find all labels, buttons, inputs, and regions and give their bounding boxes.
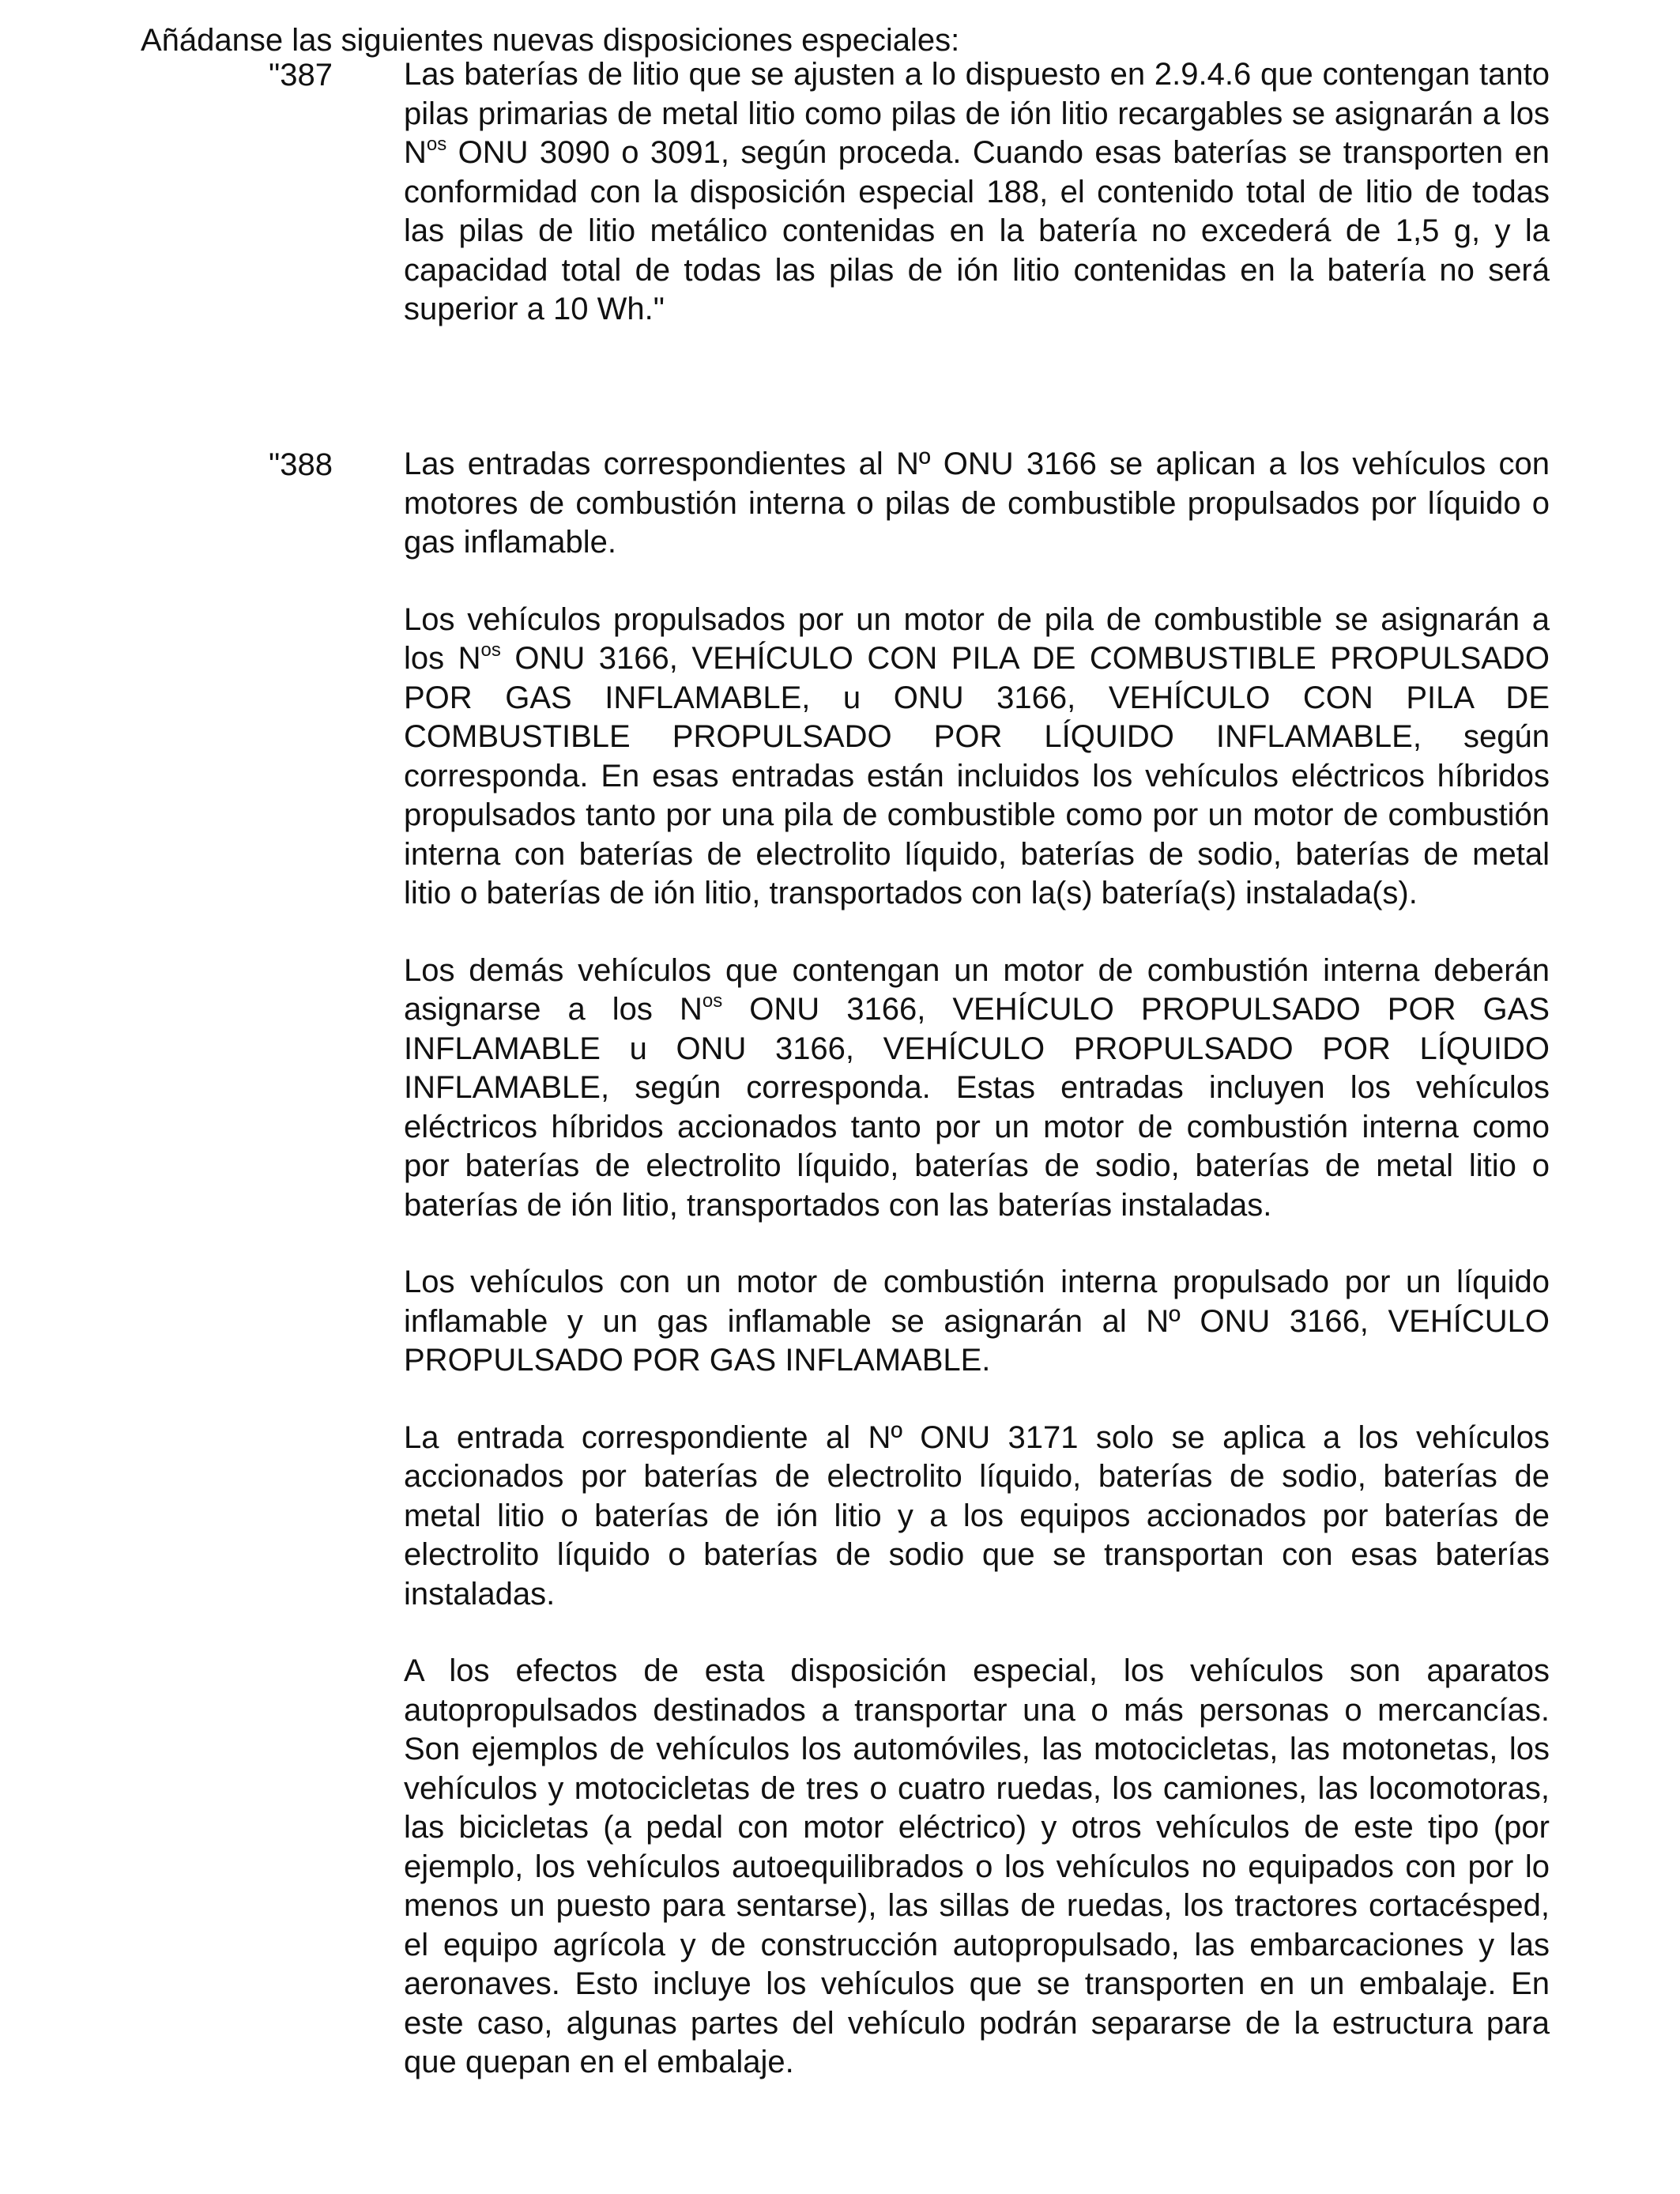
paragraph: A los efectos de esta disposición especial, los vehículos son aparatos autopropulsados destinados a transportar una o más personas o mercancías. Son ejemplos de vehículos los automóviles, las motocicletas, las motonetas, los vehículos y motocicletas de tres o cuatro ruedas, los camiones, las locomotoras, las bicicletas (a pedal con motor eléctrico) y otros vehículos de este tipo (por ejemplo, los vehículos autoequilibrados o los vehículos no equipados con por lo menos un puesto para sentarse), las sillas de ruedas, los tractores cortacésped, el equipo agrícola y de construcción autopropulsado, las embarcaciones y las aeronaves. Esto incluye los vehículos que se transporten en un embalaje. En este caso, algunas partes del vehículo podrán separarse de la estructura para que quepan en el embalaje. <box>404 1653 1550 2079</box>
provision-number: "388 <box>269 447 333 482</box>
paragraph: Los vehículos propulsados por un motor de pila de combustible se asignarán a los $N^{os}$ ONU 3166, VEHÍCULO CON PILA DE COMBUSTIBLE PROPULSADO POR GAS INFLAMABLE, u ONU 3166, VEHÍCULO CON PILA DE COMBUSTIBLE PROPULSADO POR LÍQUIDO INFLAMABLE, según corresponda. En esas entradas están incluidos los vehículos eléctricos híbridos propulsados tanto por una pila de combustible como por un motor de combustión interna con baterías de electrolito líquido, baterías de sodio, baterías de metal litio o baterías de ión litio, transportados con la(s) batería(s) instalada(s). <box>404 601 1550 910</box>
paragraph: Los vehículos con un motor de combustión interna propulsado por un líquido inflamable y un gas inflamable se asignarán al Nº ONU 3166, VEHÍCULO PROPULSADO POR GAS INFLAMABLE. <box>404 1265 1550 1378</box>
paragraph: Las baterías de litio que se ajusten a lo dispuesto en 2.9.4.6 que contengan tanto pilas primarias de metal litio como pilas de ión litio recargables se asignarán a los $N^{os}$ ONU 3090 o 3091, según proceda. Cuando esas baterías se transporten en conformidad con la disposición especial 188, el contenido total de litio de todas las pilas de litio metálico contenidas en la batería no excederá de 1,5 g, y la capacidad total de todas las pilas de ión litio contenidas en la batería no será superior a 10 Wh." <box>404 57 1550 326</box>
superscript: os <box>480 639 501 661</box>
provision-number: "387 <box>269 58 333 92</box>
paragraph: Las entradas correspondientes al Nº ONU 3166 se aplican a los vehículos con motores de combustión interna o pilas de combustible propulsados por líquido o gas inflamable. <box>404 447 1550 560</box>
superscript: os <box>426 134 447 155</box>
intro-text: Añádanse las siguientes nuevas disposiciones especiales: <box>141 23 960 58</box>
provision-body <box>404 55 1550 330</box>
paragraph: La entrada correspondiente al Nº ONU 3171 solo se aplica a los vehículos accionados por baterías de electrolito líquido, baterías de sodio, baterías de metal litio o baterías de ión litio y a los equipos accionados por baterías de electrolito líquido o baterías de sodio que se transportan con esas baterías instaladas. <box>404 1419 1550 1612</box>
provision-body <box>404 445 1550 2083</box>
paragraph: Los demás vehículos que contengan un motor de combustión interna deberán asignarse a los $N^{os}$ ONU 3166, VEHÍCULO PROPULSADO POR GAS INFLAMABLE u ONU 3166, VEHÍCULO PROPULSADO POR LÍQUIDO INFLAMABLE, según corresponda. Estas entradas incluyen los vehículos eléctricos híbridos accionados tanto por un motor de combustión interna como por baterías de electrolito líquido, baterías de sodio, baterías de metal litio o baterías de ión litio, transportados con las baterías instaladas. <box>404 952 1550 1223</box>
superscript: os <box>702 990 723 1012</box>
